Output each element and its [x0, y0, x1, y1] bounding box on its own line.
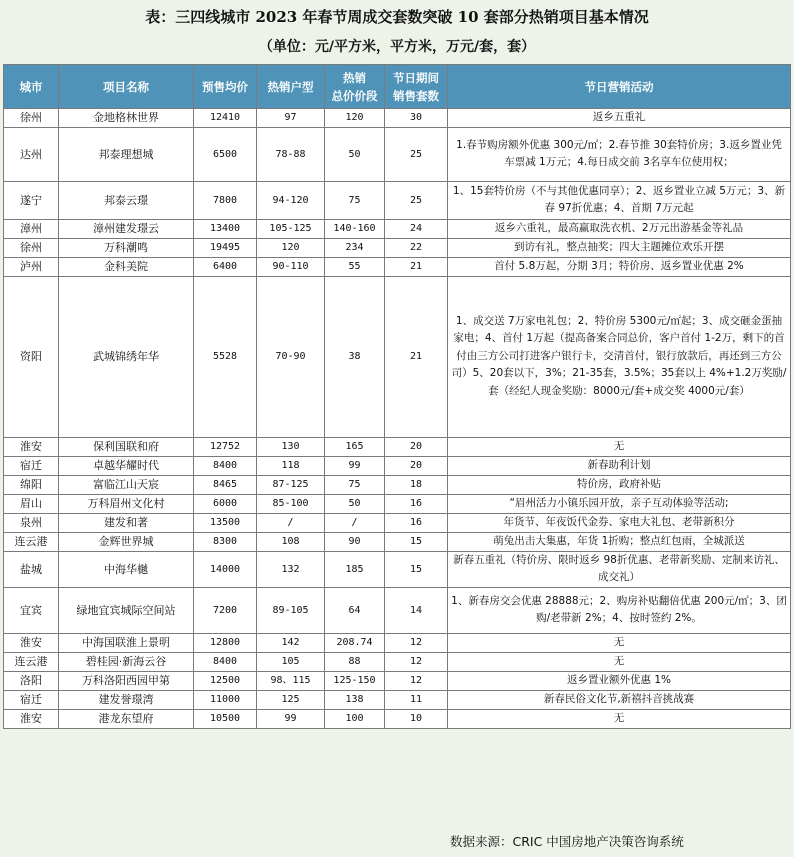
sales-count-cell: 12 [385, 633, 448, 652]
project-name-cell: 中海华樾 [59, 551, 194, 587]
hot-unit-cell: 90-110 [257, 257, 325, 276]
project-name-cell: 邦泰理想城 [59, 127, 194, 181]
activity-cell: 1、15套特价房（不与其他优惠同享）；2、返乡置业立减 5万元；3、新春 97折优惠；4、首期 7万元起 [448, 181, 791, 219]
activity-cell: 新春助利计划 [448, 456, 791, 475]
sales-count-cell: 30 [385, 109, 448, 128]
avg-price-cell: 12752 [194, 437, 257, 456]
hot-unit-cell: 125 [257, 690, 325, 709]
project-name-cell: 万科洛阳西园甲第 [59, 671, 194, 690]
sales-count-cell: 22 [385, 238, 448, 257]
table-row [4, 690, 791, 709]
avg-price-cell: 10500 [194, 709, 257, 728]
project-name-cell: 绿地宜宾城际空间站 [59, 587, 194, 633]
activity-cell: “眉州活力小镇乐园开放，亲子互动体验等活动; [448, 494, 791, 513]
sales-count-cell: 14 [385, 587, 448, 633]
activity-cell: 年货节、年夜饭代金券、家电大礼包、老带新积分 [448, 513, 791, 532]
city-cell: 泸州 [4, 257, 59, 276]
hot-unit-cell: 105-125 [257, 219, 325, 238]
city-cell: 宜宾 [4, 587, 59, 633]
avg-price-cell: 13400 [194, 219, 257, 238]
table-row [4, 181, 791, 219]
table-row [4, 219, 791, 238]
total-price-cell: 38 [325, 276, 385, 437]
project-name-cell: 富临江山天宸 [59, 475, 194, 494]
avg-price-cell: 6000 [194, 494, 257, 513]
table-row [4, 276, 791, 437]
avg-price-cell: 8300 [194, 532, 257, 551]
project-name-cell: 保利国联和府 [59, 437, 194, 456]
hot-unit-cell: / [257, 513, 325, 532]
city-cell: 徐州 [4, 109, 59, 128]
table-row [4, 633, 791, 652]
col-header-sales-line1: 节日期间 [393, 70, 439, 85]
project-name-cell: 中海国联淮上景明 [59, 633, 194, 652]
hot-unit-cell: 99 [257, 709, 325, 728]
sales-count-cell: 10 [385, 709, 448, 728]
project-name-cell: 建发誉璟湾 [59, 690, 194, 709]
col-header-hot-unit: 热销户型 [257, 65, 325, 109]
avg-price-cell: 6400 [194, 257, 257, 276]
table-row [4, 513, 791, 532]
total-price-cell: 100 [325, 709, 385, 728]
hot-unit-cell: 132 [257, 551, 325, 587]
col-header-city: 城市 [4, 65, 59, 109]
total-price-cell: 234 [325, 238, 385, 257]
total-price-cell: 165 [325, 437, 385, 456]
city-cell: 漳州 [4, 219, 59, 238]
city-cell: 宿迁 [4, 456, 59, 475]
city-cell: 遂宁 [4, 181, 59, 219]
sales-count-cell: 15 [385, 532, 448, 551]
avg-price-cell: 8400 [194, 456, 257, 475]
city-cell: 绵阳 [4, 475, 59, 494]
city-cell: 淮安 [4, 633, 59, 652]
avg-price-cell: 7200 [194, 587, 257, 633]
project-name-cell: 卓越华耀时代 [59, 456, 194, 475]
col-header-project: 项目名称 [59, 65, 194, 109]
hot-unit-cell: 108 [257, 532, 325, 551]
sales-count-cell: 11 [385, 690, 448, 709]
project-name-cell: 港龙东望府 [59, 709, 194, 728]
total-price-cell: / [325, 513, 385, 532]
sales-count-cell: 16 [385, 494, 448, 513]
activity-cell: 首付 5.8万起，分期 3月；特价房、返乡置业优惠 2% [448, 257, 791, 276]
activity-cell: 1.春节购房额外优惠 300元/㎡；2.春节推 30套特价房；3.返乡置业凭车票减 1万元；4.每日成交前 3名享车位使用权； [448, 127, 791, 181]
activity-cell: 特价房，政府补贴 [448, 475, 791, 494]
total-price-cell: 99 [325, 456, 385, 475]
sales-count-cell: 12 [385, 671, 448, 690]
col-header-total-price-line1: 热销 [343, 70, 366, 85]
total-price-cell: 120 [325, 109, 385, 128]
avg-price-cell: 8465 [194, 475, 257, 494]
city-cell: 淮安 [4, 709, 59, 728]
col-header-total-price [325, 65, 385, 109]
avg-price-cell: 6500 [194, 127, 257, 181]
table-row [4, 475, 791, 494]
city-cell: 达州 [4, 127, 59, 181]
activity-cell: 无 [448, 709, 791, 728]
avg-price-cell: 13500 [194, 513, 257, 532]
avg-price-cell: 5528 [194, 276, 257, 437]
city-cell: 洛阳 [4, 671, 59, 690]
sales-count-cell: 20 [385, 456, 448, 475]
header-row [4, 65, 791, 109]
sales-count-cell: 24 [385, 219, 448, 238]
activity-cell: 1、新春房交会优惠 28888元；2、购房补贴翻倍优惠 200元/㎡；3、团购/老带新 2%；4、按时签约 2%。 [448, 587, 791, 633]
total-price-cell: 140-160 [325, 219, 385, 238]
table-row [4, 238, 791, 257]
sales-count-cell: 25 [385, 181, 448, 219]
city-cell: 宿迁 [4, 690, 59, 709]
city-cell: 徐州 [4, 238, 59, 257]
hot-unit-cell: 89-105 [257, 587, 325, 633]
hot-unit-cell: 85-100 [257, 494, 325, 513]
city-cell: 连云港 [4, 652, 59, 671]
sales-count-cell: 25 [385, 127, 448, 181]
hot-unit-cell: 98、115 [257, 671, 325, 690]
col-header-sales [385, 65, 448, 109]
total-price-cell: 138 [325, 690, 385, 709]
hot-unit-cell: 118 [257, 456, 325, 475]
project-name-cell: 金辉世界城 [59, 532, 194, 551]
project-name-cell: 万科潮鸣 [59, 238, 194, 257]
activity-cell: 返乡置业额外优惠 1% [448, 671, 791, 690]
hot-unit-cell: 97 [257, 109, 325, 128]
activity-cell: 无 [448, 652, 791, 671]
project-name-cell: 万科眉州文化村 [59, 494, 194, 513]
total-price-cell: 50 [325, 127, 385, 181]
hot-unit-cell: 94-120 [257, 181, 325, 219]
activity-cell: 1、成交送 7万家电礼包；2、特价房 5300元/㎡起；3、成交砸金蛋抽家电；4、首付 1万起（提高备案合同总价，客户首付 1-2万，剩下的首付由三方公司打进客户银行卡，交清首付，银行放款后，再还到三方公司）5、20套以下，3%；21-35套，3.5%；35套以上 4%+1.2万奖励/套（经纪人现金奖励：8000元/套+成交奖 4000元/套） [448, 276, 791, 437]
city-cell: 淮安 [4, 437, 59, 456]
activity-cell: 新春五重礼（特价房、限时返乡 98折优惠、老带新奖励、定制来访礼、成交礼） [448, 551, 791, 587]
activity-cell: 返乡五重礼 [448, 109, 791, 128]
project-name-cell: 武城锦绣年华 [59, 276, 194, 437]
sales-count-cell: 21 [385, 276, 448, 437]
sales-count-cell: 16 [385, 513, 448, 532]
col-header-sales-line2: 销售套数 [393, 88, 439, 103]
sales-count-cell: 12 [385, 652, 448, 671]
activity-cell: 无 [448, 633, 791, 652]
data-source-note: 数据来源：CRIC 中国房地产决策咨询系统 [450, 834, 684, 849]
activity-cell: 无 [448, 437, 791, 456]
table-row [4, 671, 791, 690]
col-header-activity: 节日营销活动 [448, 65, 791, 109]
table-body [4, 109, 791, 729]
total-price-cell: 88 [325, 652, 385, 671]
total-price-cell: 64 [325, 587, 385, 633]
table-row [4, 109, 791, 128]
hot-unit-cell: 142 [257, 633, 325, 652]
avg-price-cell: 7800 [194, 181, 257, 219]
table-row [4, 494, 791, 513]
activity-cell: 到访有礼，整点抽奖；四大主题摊位欢乐开摆 [448, 238, 791, 257]
sales-count-cell: 20 [385, 437, 448, 456]
hot-unit-cell: 70-90 [257, 276, 325, 437]
table-row [4, 257, 791, 276]
hot-unit-cell: 120 [257, 238, 325, 257]
avg-price-cell: 12500 [194, 671, 257, 690]
avg-price-cell: 19495 [194, 238, 257, 257]
hot-unit-cell: 105 [257, 652, 325, 671]
city-cell: 盐城 [4, 551, 59, 587]
avg-price-cell: 8400 [194, 652, 257, 671]
project-name-cell: 漳州建发璟云 [59, 219, 194, 238]
table-row [4, 709, 791, 728]
total-price-cell: 90 [325, 532, 385, 551]
activity-cell: 萌兔出击大集惠，年货 1折购；整点红包雨，全城派送 [448, 532, 791, 551]
city-cell: 眉山 [4, 494, 59, 513]
total-price-cell: 185 [325, 551, 385, 587]
sales-count-cell: 21 [385, 257, 448, 276]
table-row [4, 127, 791, 181]
col-header-avg-price: 预售均价 [194, 65, 257, 109]
table-subtitle: （单位：元/平方米，平方米，万元/套，套） [258, 39, 536, 55]
hot-unit-cell: 130 [257, 437, 325, 456]
project-name-cell: 邦泰云璟 [59, 181, 194, 219]
total-price-cell: 125-150 [325, 671, 385, 690]
project-name-cell: 金科美院 [59, 257, 194, 276]
city-cell: 泉州 [4, 513, 59, 532]
sales-count-cell: 15 [385, 551, 448, 587]
table-row [4, 587, 791, 633]
col-header-total-price-line2: 总价价段 [331, 88, 378, 103]
sales-count-cell: 18 [385, 475, 448, 494]
activity-cell: 返乡六重礼，最高赢取洗衣机、2万元出游基金等礼品 [448, 219, 791, 238]
table-row [4, 456, 791, 475]
table-row [4, 652, 791, 671]
city-cell: 连云港 [4, 532, 59, 551]
avg-price-cell: 12410 [194, 109, 257, 128]
avg-price-cell: 12800 [194, 633, 257, 652]
city-cell: 资阳 [4, 276, 59, 437]
avg-price-cell: 14000 [194, 551, 257, 587]
table-row [4, 551, 791, 587]
avg-price-cell: 11000 [194, 690, 257, 709]
project-name-cell: 金地格林世界 [59, 109, 194, 128]
activity-cell: 新春民俗文化节,新禧抖音挑战赛 [448, 690, 791, 709]
hot-unit-cell: 87-125 [257, 475, 325, 494]
table-title: 表：三四线城市 2023 年春节周成交套数突破 10 套部分热销项目基本情况 [145, 8, 649, 26]
total-price-cell: 75 [325, 181, 385, 219]
project-name-cell: 碧桂园·新海云谷 [59, 652, 194, 671]
projects-table [3, 64, 791, 729]
project-name-cell: 建发和著 [59, 513, 194, 532]
table-row [4, 532, 791, 551]
total-price-cell: 55 [325, 257, 385, 276]
total-price-cell: 75 [325, 475, 385, 494]
table-row [4, 437, 791, 456]
total-price-cell: 208.74 [325, 633, 385, 652]
total-price-cell: 50 [325, 494, 385, 513]
hot-unit-cell: 78-88 [257, 127, 325, 181]
